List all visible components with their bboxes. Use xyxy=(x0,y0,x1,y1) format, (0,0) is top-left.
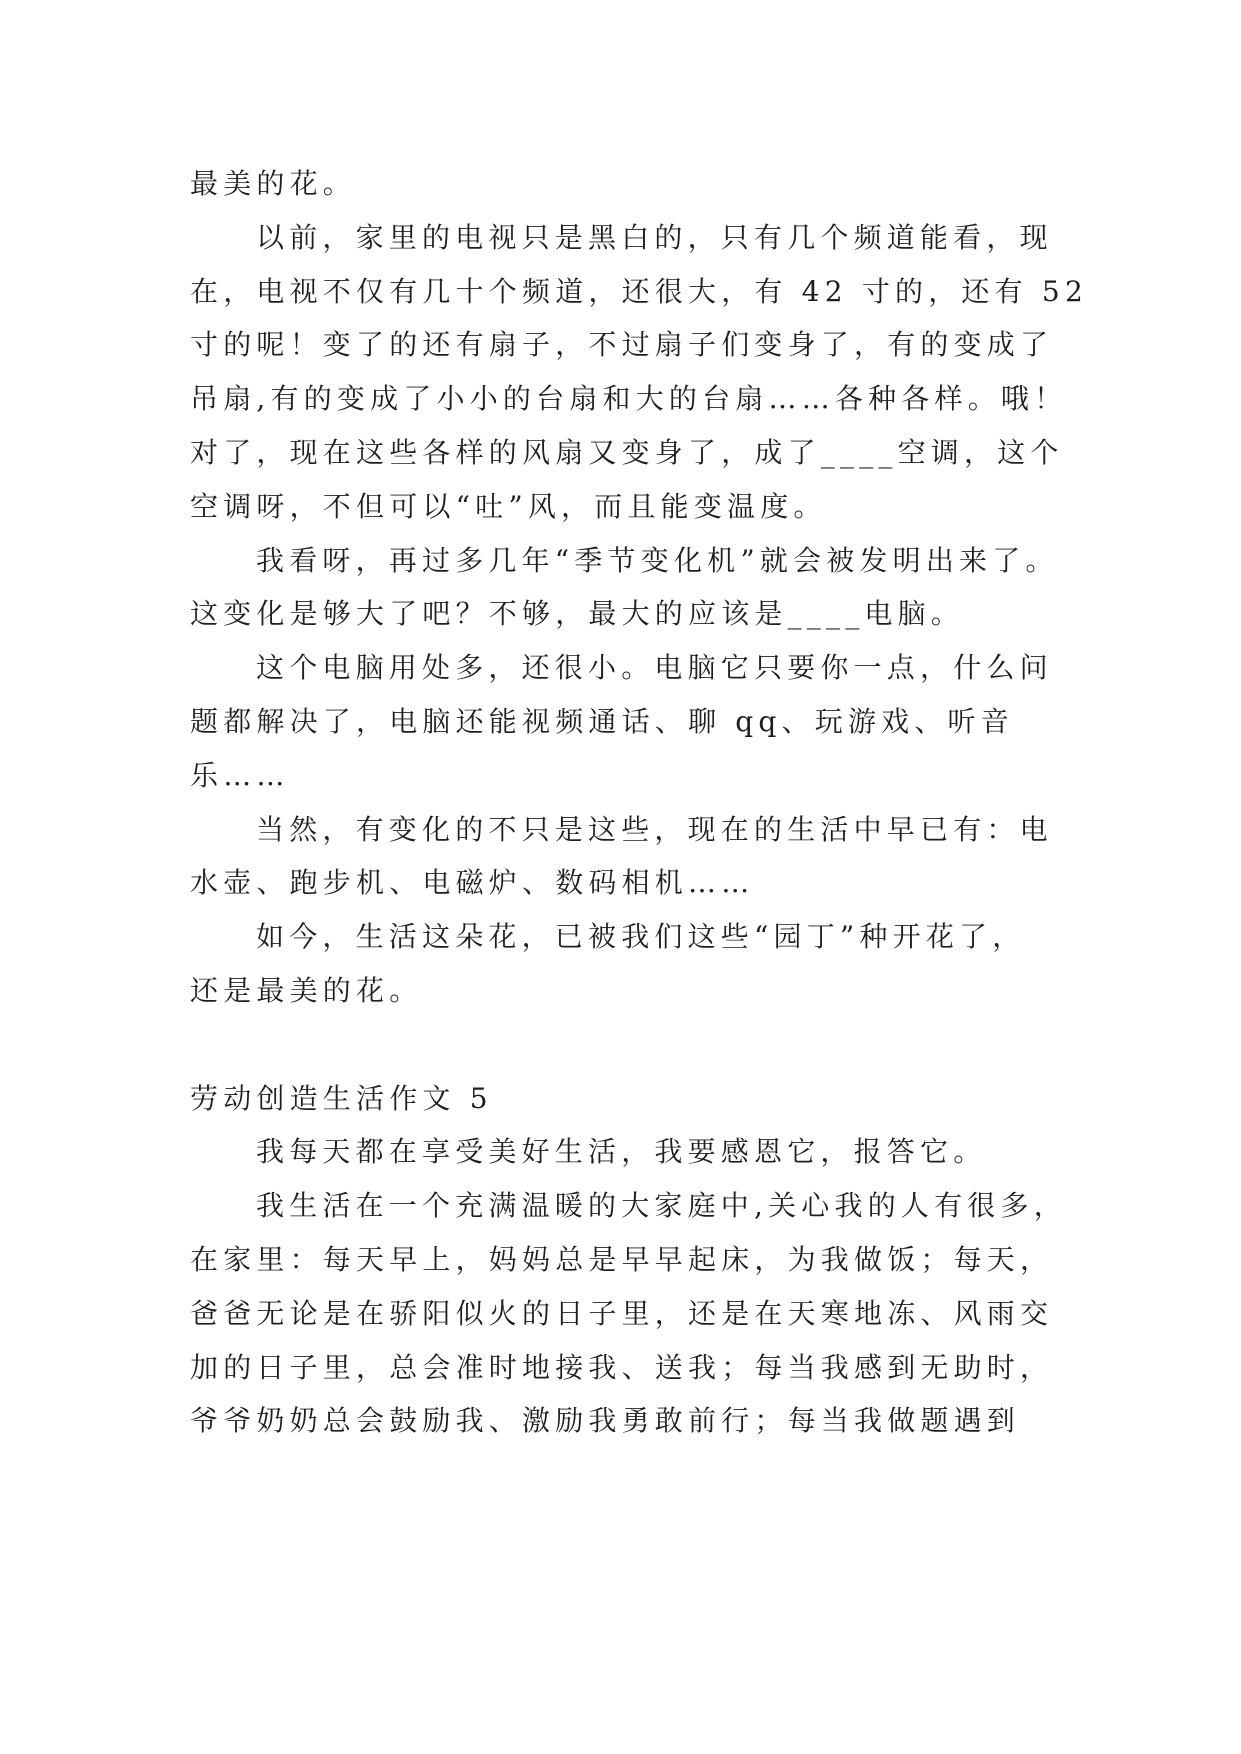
text-line: 爷爷奶奶总会鼓励我、激励我勇敢前行；每当我做题遇到 xyxy=(190,1404,1021,1438)
text-line: 还是最美的花。 xyxy=(190,973,423,1007)
text-line: 在家里：每天早上，妈妈总是早早起床，为我做饭；每天， xyxy=(190,1242,1054,1276)
text-line: 水壶、跑步机、电磁炉、数码相机…… xyxy=(190,866,755,900)
paragraph-start-line: 这个电脑用处多，还很小。电脑它只要你一点，什么问 xyxy=(256,651,1053,685)
text-line: 爸爸无论是在骄阳似火的日子里，还是在天寒地冻、风雨交 xyxy=(190,1296,1054,1330)
text-line: 乐…… xyxy=(190,758,290,792)
text-line: 对了，现在这些各样的风扇又变身了，成了____空调，这个 xyxy=(190,435,1064,469)
text-line: 题都解决了，电脑还能视频通话、聊 qq、玩游戏、听音 xyxy=(190,704,1014,738)
paragraph-start-line: 如今，生活这朵花，已被我们这些“园丁”种开花了， xyxy=(256,920,1026,954)
text-line: 这变化是够大了吧？不够，最大的应该是____电脑。 xyxy=(190,597,965,631)
paragraph-start-line: 以前，家里的电视只是黑白的，只有几个频道能看，现 xyxy=(256,220,1053,254)
paragraph-start-line: 当然，有变化的不只是这些，现在的生活中早已有：电 xyxy=(256,812,1053,846)
text-line: 空调呀，不但可以“吐”风，而且能变温度。 xyxy=(190,489,827,523)
text-line: 加的日子里，总会准时地接我、送我；每当我感到无助时， xyxy=(190,1350,1054,1384)
text-line: 寸的呢！变了的还有扇子，不过扇子们变身了，有的变成了 xyxy=(190,328,1054,362)
paragraph-start-line: 我看呀，再过多几年“季节变化机”就会被发明出来了。 xyxy=(256,543,1059,577)
text-line: 吊扇,有的变成了小小的台扇和大的台扇……各种各样。哦！ xyxy=(190,382,1068,416)
paragraph-start-line: 我每天都在享受美好生活，我要感恩它，报答它。 xyxy=(256,1135,987,1169)
paragraph-start-line: 我生活在一个充满温暖的大家庭中,关心我的人有很多， xyxy=(256,1189,1067,1223)
text-line: 在，电视不仅有几十个频道，还很大，有 42 寸的，还有 52 xyxy=(190,274,1088,308)
text-line: 最美的花。 xyxy=(190,167,357,200)
section-spacer xyxy=(190,1018,1056,1072)
document-body xyxy=(190,157,1088,1448)
section-heading: 劳动创造生活作文 5 xyxy=(190,1081,493,1115)
